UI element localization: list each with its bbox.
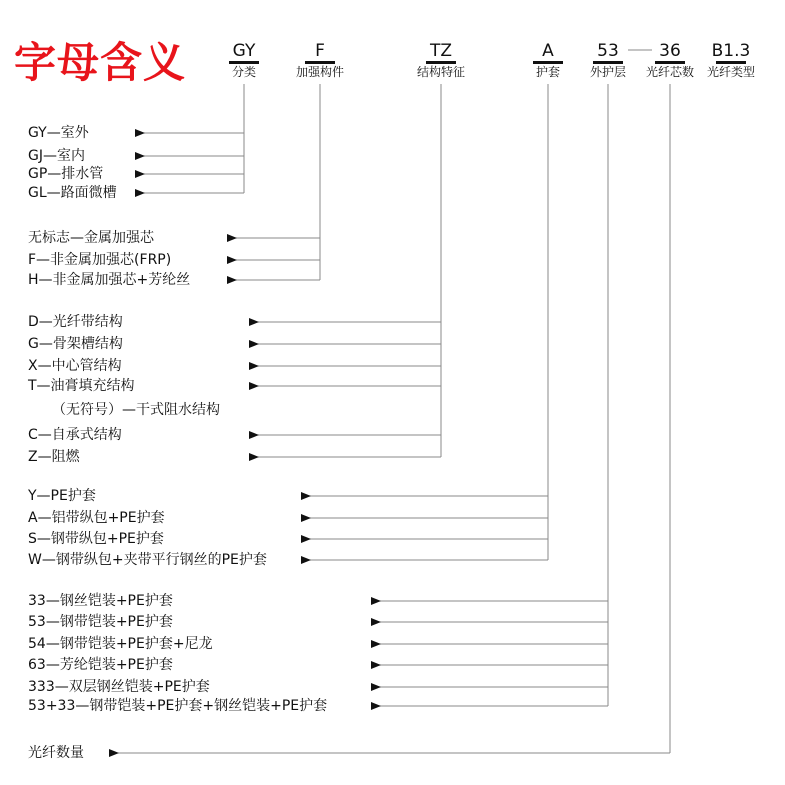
code-label: 36 xyxy=(659,41,681,61)
code-label: B1.3 xyxy=(711,41,751,61)
outer-54: 54—钢带铠装+PE护套+尼龙 xyxy=(28,636,213,652)
code-desc: 结构特征 xyxy=(416,65,466,79)
code-desc: 分类 xyxy=(231,65,256,79)
structure-d: D—光纤带结构 xyxy=(28,314,123,330)
code-label: 53 xyxy=(597,41,619,61)
page-title: 字母含义 xyxy=(14,38,187,87)
structure-dry: （无符号）—干式阻水结构 xyxy=(52,402,220,418)
structure-z: Z—阻燃 xyxy=(28,449,80,465)
category-gl: GL—路面微槽 xyxy=(28,185,117,201)
code-label: F xyxy=(315,41,325,61)
category-gp: GP—排水管 xyxy=(28,166,104,182)
code-desc: 外护层 xyxy=(589,65,627,79)
code-label: A xyxy=(542,41,554,61)
outer-333: 333—双层钢丝铠装+PE护套 xyxy=(28,679,210,695)
sheath-a: A—铝带纵包+PE护套 xyxy=(28,510,165,526)
strength-h: H—非金属加强芯+芳纶丝 xyxy=(28,272,191,288)
code-desc: 光纤类型 xyxy=(706,65,756,79)
structure-x: X—中心管结构 xyxy=(28,358,122,374)
strength-f: F—非金属加强芯(FRP) xyxy=(28,252,172,268)
code-desc: 加强构件 xyxy=(295,65,345,79)
outer-53-33: 53+33—钢带铠装+PE护套+钢丝铠装+PE护套 xyxy=(28,698,328,714)
structure-c: C—自承式结构 xyxy=(28,427,122,443)
structure-t: T—油膏填充结构 xyxy=(28,378,135,394)
outer-33: 33—钢丝铠装+PE护套 xyxy=(28,593,173,609)
outer-53: 53—钢带铠装+PE护套 xyxy=(28,614,173,630)
code-label: GY xyxy=(232,41,256,61)
strength-none: 无标志—金属加强芯 xyxy=(28,230,154,246)
sheath-s: S—钢带纵包+PE护套 xyxy=(28,531,164,547)
code-desc: 护套 xyxy=(535,65,560,79)
sheath-w: W—钢带纵包+夹带平行钢丝的PE护套 xyxy=(28,552,267,568)
fiber-count-label: 光纤数量 xyxy=(28,745,84,761)
code-label: TZ xyxy=(429,41,453,61)
structure-g: G—骨架槽结构 xyxy=(28,336,123,352)
outer-63: 63—芳纶铠装+PE护套 xyxy=(28,657,173,673)
sheath-y: Y—PE护套 xyxy=(28,488,96,504)
category-gy: GY—室外 xyxy=(28,125,89,141)
code-desc: 光纤芯数 xyxy=(645,65,695,79)
category-gj: GJ—室内 xyxy=(28,148,85,164)
